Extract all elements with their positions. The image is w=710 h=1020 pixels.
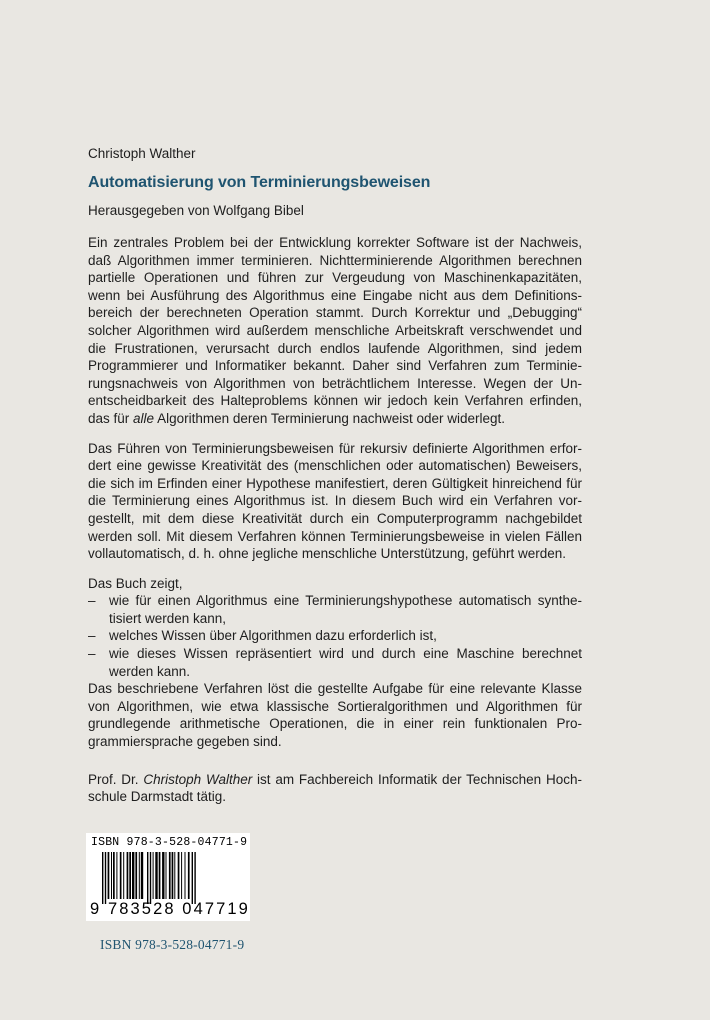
barcode-bar [127, 852, 129, 899]
barcode-bar [141, 852, 143, 899]
barcode-label [86, 833, 250, 921]
description-paragraph-1 [88, 234, 582, 428]
closing-paragraph: Das beschriebene Verfahren löst die gestellte Aufgabe für eine relevante Klasse von Algorithmen, wie etwa klassische Sortieralgorithmen und Algorithmen für grundlegende arithmetische Operationen, die in einer rein funktionalen Programmiersprache gegeben sind. [88, 681, 582, 750]
barcode-bar [159, 852, 161, 899]
text-column [88, 145, 582, 806]
paragraph-1-emphasis: alle [133, 410, 155, 426]
bio-prefix: Prof. Dr. [88, 771, 139, 787]
barcode-bar [139, 852, 140, 899]
dash-marker: – [88, 593, 96, 609]
list-item-text: wie dieses Wissen repräsentiert wird und durch eine Maschine berechnet werden kann. [109, 646, 582, 679]
barcode-bar [116, 852, 117, 899]
barcode-bar [147, 852, 148, 904]
barcode-bar [169, 852, 171, 899]
bio-author-name: Christoph Walther [143, 771, 253, 787]
barcode-bar [153, 852, 154, 899]
barcode-bar [174, 852, 175, 899]
barcode-bar [194, 852, 195, 904]
list-intro: Das Buch zeigt, [88, 575, 183, 591]
list-item-text: welches Wissen über Algorithmen dazu erforderlich ist, [109, 628, 437, 644]
description-paragraph-2: Das Führen von Terminierungsbeweisen für rekursiv definierte Algorithmen erfordert eine gewisse Kreativität des (menschlichen oder automatischen) Beweisers, die sich im Erfinden einer Hypothese manifestiert, deren Gültigkeit hinreichend für die Terminierung eines Algorithmus ist. In diesem Buch wird ein Verfahren vorgestellt, mit dem diese Kreativität durch ein Computerprogramm nachgebildet werden soll. Mit diesem Verfahren können Terminierungsbeweise in vielen Fällen vollautomatisch, d. h. ohne jegliche menschliche Unterstützung, geführt werden. [88, 440, 582, 562]
barcode-bar [172, 852, 174, 899]
list-item [88, 592, 582, 627]
barcode-bar [150, 852, 151, 904]
barcode-bar [185, 852, 186, 899]
barcode-bar [129, 852, 131, 899]
barcode-bar [178, 852, 180, 899]
bio-suffix: ist am Fachbereich Informatik der Technischen Hochschule Darmstadt tätig. [88, 771, 582, 805]
barcode-bar [111, 852, 112, 899]
barcode-bar [155, 852, 157, 899]
list-item [88, 627, 582, 645]
paragraph-1-end: Algorithmen deren Terminierung nachweist oder widerlegt. [157, 410, 506, 426]
barcode-bar [162, 852, 164, 899]
paragraph-1-text: Ein zentrales Problem bei der Entwicklung korrekter Software ist der Nachweis, daß Algorithmen immer terminieren. Nichtterminierende Algorithmen berechnen partielle Operationen und führen zur Vergeudung von Maschinenkapazitäten, wenn bei Ausführung des Algorithmus eine Eingabe nicht aus dem Definitionsbereich der berechneten Operation stammt. Durch Korrektur und „Debugging“ solcher Algorithmen wird außerdem menschliche Arbeitskraft verschwendet und die Frustrationen, verursacht durch endlos laufende Algorithmen, sind jedem Programmierer und Informatiker bekannt. Daher sind Verfahren zum Terminierungsnachweis von Algorithmen von beträchtlichem Interesse. Wegen der Unentscheidbarkeit des Halteproblems können wir jedoch kein Verfahren erfinden, das für [88, 235, 582, 426]
feature-list [88, 592, 582, 680]
list-item-text: wie für einen Algorithmus eine Terminierungshypothese automatisch synthetisiert werden kann, [109, 593, 582, 626]
list-item [88, 645, 582, 680]
barcode-bar [192, 852, 193, 904]
isbn-line: ISBN 978-3-528-04771-9 [100, 937, 245, 952]
barcode-digits: 9 783528 047719 [90, 900, 250, 918]
barcode-bar [102, 852, 103, 904]
author-bio [88, 771, 582, 806]
dash-marker: – [88, 628, 96, 644]
author-name: Christoph Walther [88, 146, 196, 161]
barcode-bar [132, 852, 134, 899]
barcode-bar [123, 852, 124, 899]
barcode-bar [188, 852, 190, 899]
barcode-isbn-text: ISBN 978-3-528-04771-9 [91, 836, 248, 849]
barcode-bar [105, 852, 106, 904]
barcode-bar [181, 852, 182, 899]
barcode-bar [113, 852, 115, 899]
book-title: Automatisierung von Terminierungsbeweisen [88, 174, 431, 191]
barcode-bar [120, 852, 122, 899]
barcode-bar [166, 852, 167, 899]
editor-line: Herausgegeben von Wolfgang Bibel [88, 203, 304, 218]
barcode-bar [108, 852, 110, 899]
barcode-bar [135, 852, 137, 899]
dash-marker: – [88, 646, 96, 662]
